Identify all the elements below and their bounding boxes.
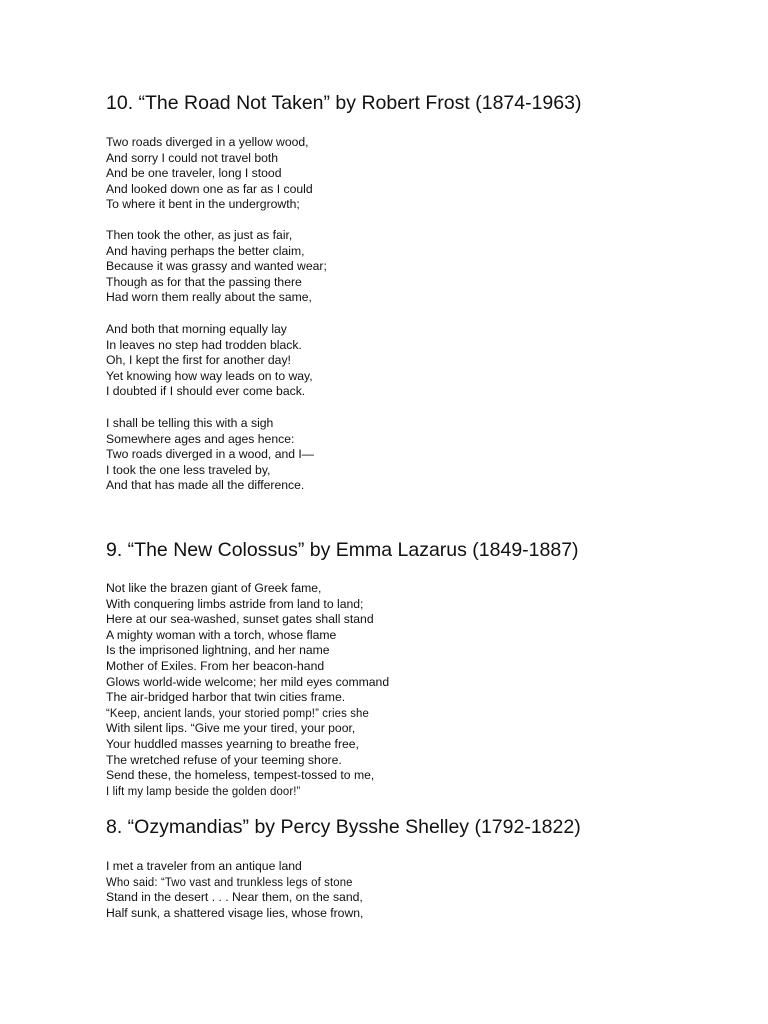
poem-line: Then took the other, as just as fair, xyxy=(106,228,293,242)
poem-line: Two roads diverged in a wood, and I— xyxy=(106,447,314,462)
poem-line: The wretched refuse of your teeming shore. xyxy=(106,752,342,767)
poem-line: Yet knowing how way leads on to way, xyxy=(106,368,313,383)
stanza xyxy=(106,228,327,306)
stanza xyxy=(106,135,313,213)
poem-line: Here at our sea-washed, sunset gates shall stand xyxy=(106,612,374,627)
poem-line: Had worn them really about the same, xyxy=(106,290,312,305)
poem-line: I shall be telling this with a sigh xyxy=(106,416,274,430)
poem-line: “Keep, ancient lands, your storied pomp!” cries she xyxy=(106,705,369,720)
poem-line: Not like the brazen giant of Greek fame, xyxy=(106,581,322,595)
poem-title: 9. “The New Colossus” by Emma Lazarus (1849-1887) xyxy=(106,539,579,561)
poem-line: Your huddled masses yearning to breathe free, xyxy=(106,736,359,751)
poem-line: In leaves no step had trodden black. xyxy=(106,337,302,352)
poem-line: Send these, the homeless, tempest-tossed to me, xyxy=(106,768,375,783)
poem-line: A mighty woman with a torch, whose flame xyxy=(106,627,337,642)
poem-line: The air-bridged harbor that twin cities frame. xyxy=(106,690,346,705)
poem-line: Because it was grassy and wanted wear; xyxy=(106,259,327,274)
poem-line: To where it bent in the undergrowth; xyxy=(106,197,300,212)
stanza xyxy=(106,581,389,799)
poem-line: I took the one less traveled by, xyxy=(106,462,271,477)
poem-line: I doubted if I should ever come back. xyxy=(106,384,306,399)
poem-line: Oh, I kept the first for another day! xyxy=(106,353,291,368)
poem-line: Half sunk, a shattered visage lies, whose frown, xyxy=(106,905,364,920)
poem-line: I met a traveler from an antique land xyxy=(106,859,302,873)
poem-line: And be one traveler, long I stood xyxy=(106,166,282,181)
poem-line: Stand in the desert . . . Near them, on the sand, xyxy=(106,890,363,905)
poem-line: Though as for that the passing there xyxy=(106,274,302,289)
poem-line: Mother of Exiles. From her beacon-hand xyxy=(106,658,325,673)
poem-line: With conquering limbs astride from land to land; xyxy=(106,596,364,611)
poem-line: Somewhere ages and ages hence: xyxy=(106,431,295,446)
poem-line: And having perhaps the better claim, xyxy=(106,243,305,258)
poem-line: Who said: “Two vast and trunkless legs of stone xyxy=(106,874,353,889)
poem-line: Is the imprisoned lightning, and her name xyxy=(106,643,330,658)
poem-line: And looked down one as far as I could xyxy=(106,181,313,196)
stanza xyxy=(106,322,313,400)
stanza xyxy=(106,859,371,921)
poem-line: Glows world-wide welcome; her mild eyes command xyxy=(106,674,390,689)
poem-title: 10. “The Road Not Taken” by Robert Frost (1874-1963) xyxy=(106,92,582,114)
poem-line: And that has made all the difference. xyxy=(106,478,305,493)
poem-line: And sorry I could not travel both xyxy=(106,150,279,165)
poem-line: I lift my lamp beside the golden door!” xyxy=(106,783,301,798)
poem-title: 8. “Ozymandias” by Percy Bysshe Shelley (1792-1822) xyxy=(106,816,581,838)
stanza xyxy=(106,416,314,494)
poem-line: With silent lips. “Give me your tired, your poor, xyxy=(106,721,356,736)
poem-line: Two roads diverged in a yellow wood, xyxy=(106,135,309,149)
poem-line: And both that morning equally lay xyxy=(106,322,287,336)
